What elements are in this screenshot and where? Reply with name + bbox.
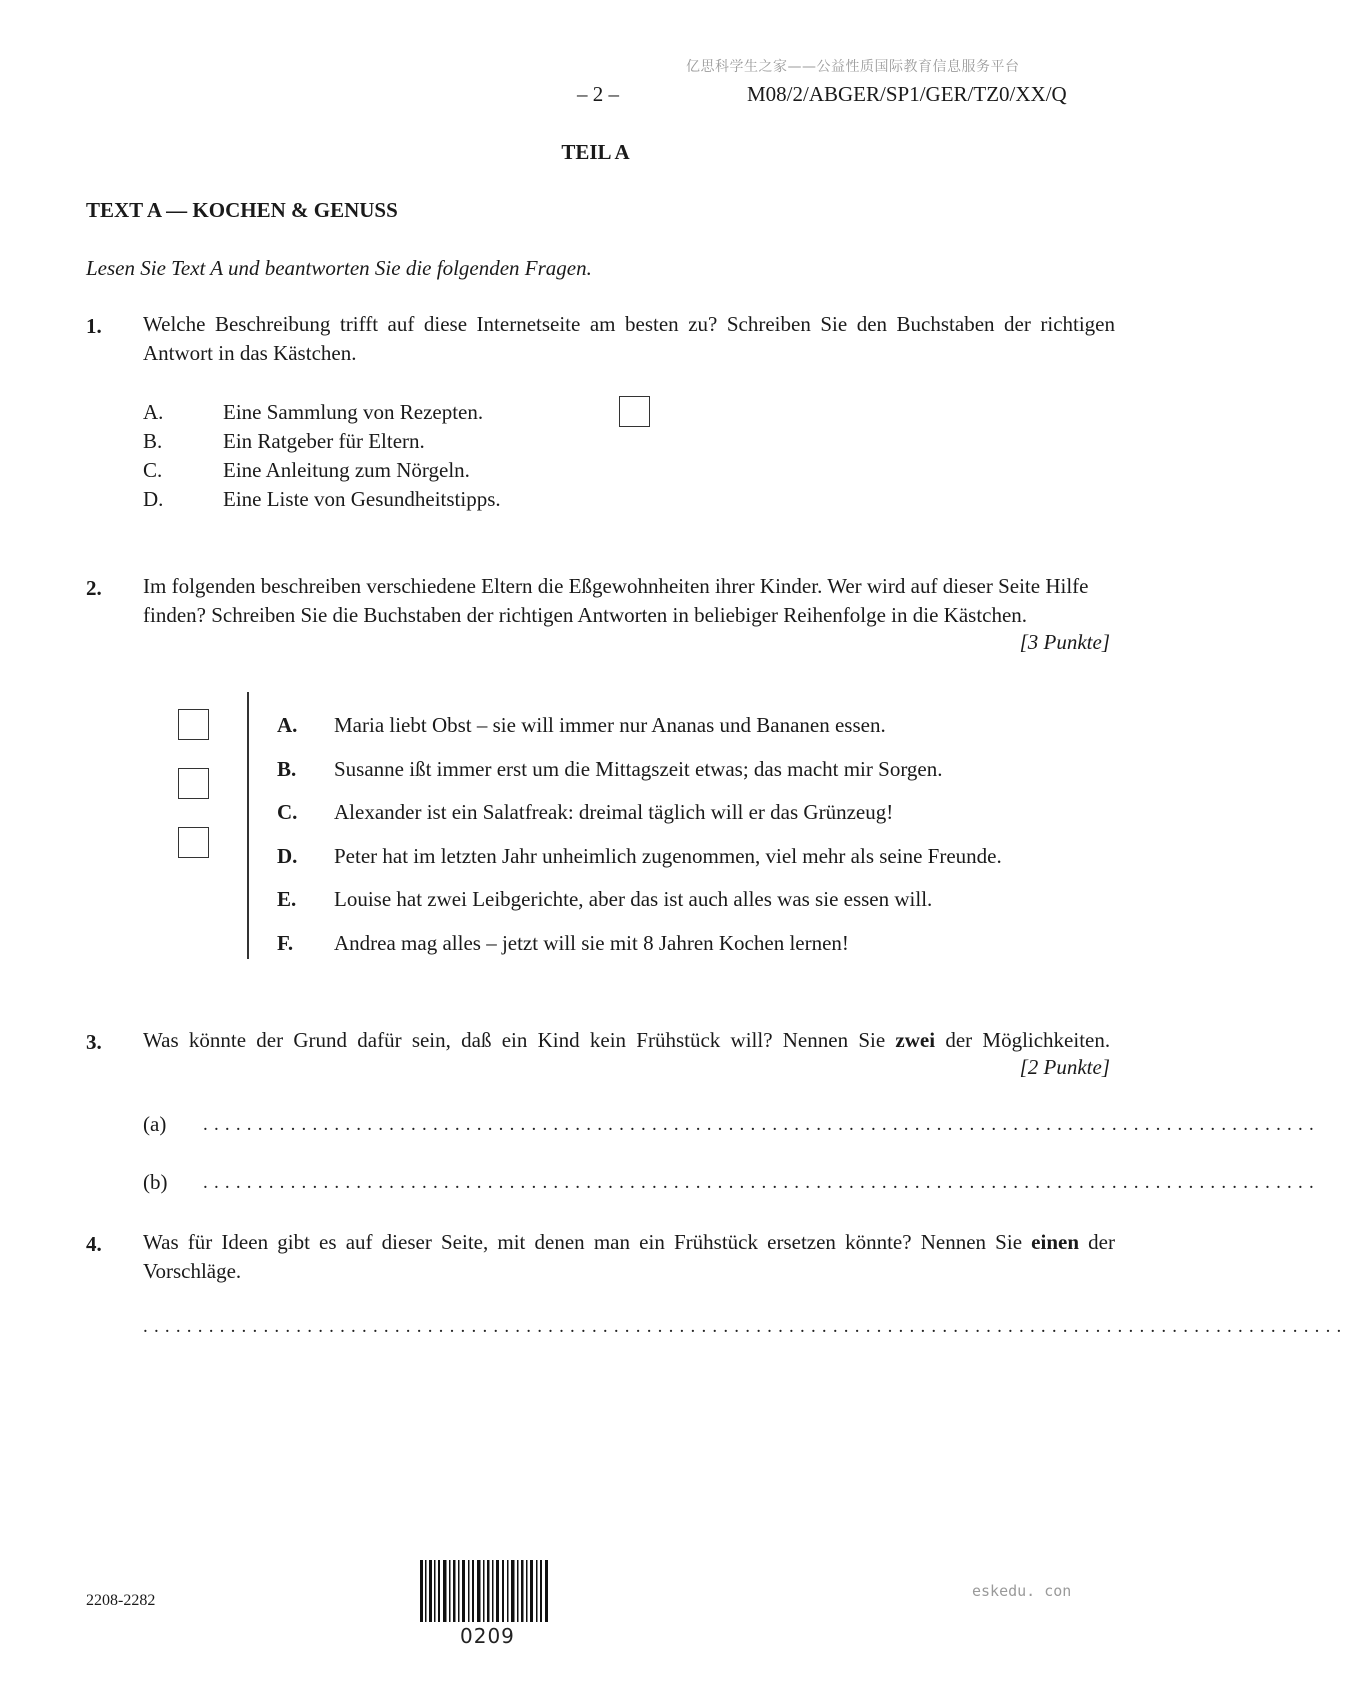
option-letter: A. — [277, 713, 298, 737]
option-letter: C. — [277, 800, 298, 824]
question-1-option-c — [143, 456, 501, 485]
question-3-points: [2 Punkte] — [1019, 1055, 1110, 1079]
question-4-text-end: der Vorschläge. — [143, 1230, 1115, 1283]
question-1-options — [143, 398, 501, 514]
divider-line — [247, 692, 249, 959]
question-2-option-a — [277, 704, 1002, 748]
question-2-text: Im folgenden beschreiben verschiedene Eltern die Eßgewohnheiten ihrer Kinder. Wer wird auf dieser Seite Hilfe finden? Schreiben Sie die Buchstaben der richtigen Antworten in beliebiger Reihenfolge in die Kästchen. — [143, 574, 1089, 627]
option-letter: B. — [143, 429, 163, 453]
question-2-option-b — [277, 748, 1002, 792]
question-2-points: [3 Punkte] — [1019, 630, 1110, 654]
question-2-option-f — [277, 922, 1002, 966]
section-title: TEIL A — [561, 140, 630, 164]
instruction: Lesen Sie Text A und beantworten Sie die folgenden Fragen. — [86, 256, 592, 280]
barcode-bars — [420, 1560, 548, 1622]
option-text: Louise hat zwei Leibgerichte, aber das ist auch alles was sie essen will. — [334, 887, 933, 911]
paper-id: 2208-2282 — [86, 1592, 156, 1609]
question-2-answer-box-1[interactable] — [178, 709, 209, 740]
question-3-text-end: der Möglichkeiten. — [935, 1028, 1111, 1052]
question-1-answer-box[interactable] — [619, 396, 650, 427]
question-1-text: Welche Beschreibung trifft auf diese Internetseite am besten zu? Schreiben Sie den Buchstaben der richtigen Antwort in das Kästchen. — [143, 312, 1115, 365]
option-text: Andrea mag alles – jetzt will sie mit 8 Jahren Kochen lernen! — [334, 930, 849, 955]
question-1-option-b — [143, 427, 501, 456]
question-2-number: 2. — [86, 576, 102, 600]
question-4-text-start: Was für Ideen gibt es auf dieser Seite, mit denen man ein Frühstück ersetzen könnte? Nennen Sie — [143, 1230, 1032, 1254]
answer-a-line[interactable]: ...................................................................................................... — [203, 1114, 1320, 1135]
answer-b-label: (b) — [143, 1170, 168, 1194]
page-number: – 2 – — [577, 82, 619, 106]
option-letter: E. — [277, 887, 297, 911]
option-text: Susanne ißt immer erst um die Mittagszeit etwas; das macht mir Sorgen. — [334, 756, 943, 781]
option-letter: C. — [143, 458, 163, 482]
question-3-text — [143, 1026, 1115, 1055]
question-2-option-d — [277, 835, 1002, 879]
answer-b-line[interactable]: ...................................................................................................... — [203, 1172, 1320, 1193]
question-2-options — [277, 704, 1002, 965]
watermark-text: 亿思科学生之家——公益性质国际教育信息服务平台 — [686, 59, 1020, 75]
exam-code: M08/2/ABGER/SP1/GER/TZ0/XX/Q — [747, 82, 1067, 106]
option-text: Eine Anleitung zum Nörgeln. — [223, 458, 470, 482]
option-text: Peter hat im letzten Jahr unheimlich zugenommen, viel mehr als seine Freunde. — [334, 843, 1002, 868]
site-watermark: eskedu. con — [972, 1582, 1072, 1600]
question-2-option-c — [277, 791, 1002, 835]
answer-4-line[interactable]: .............................................................................................................. — [143, 1316, 1348, 1337]
question-2-option-e — [277, 878, 1002, 922]
question-2-answer-box-3[interactable] — [178, 827, 209, 858]
option-text: Alexander ist ein Salatfreak: dreimal täglich will er das Grünzeug! — [334, 800, 894, 824]
question-1-option-a — [143, 398, 501, 427]
option-letter: B. — [277, 756, 297, 781]
option-text: Ein Ratgeber für Eltern. — [223, 429, 425, 453]
text-title: TEXT A — KOCHEN & GENUSS — [86, 198, 398, 222]
question-3-emphasis: zwei — [895, 1028, 936, 1052]
option-letter: F. — [277, 930, 294, 955]
option-letter: A. — [143, 400, 164, 424]
option-text: Eine Sammlung von Rezepten. — [223, 400, 484, 424]
question-1-option-d — [143, 485, 501, 514]
question-4-emphasis: einen — [1031, 1230, 1080, 1254]
option-letter: D. — [143, 487, 164, 511]
question-2-answer-box-2[interactable] — [178, 768, 209, 799]
barcode — [420, 1560, 550, 1622]
question-1-number: 1. — [86, 314, 102, 338]
question-3-number: 3. — [86, 1030, 102, 1054]
question-4-text — [143, 1228, 1115, 1286]
question-4-number: 4. — [86, 1232, 102, 1256]
option-text: Eine Liste von Gesundheitstipps. — [223, 487, 501, 511]
barcode-number: 0209 — [460, 1624, 515, 1648]
option-letter: D. — [277, 843, 298, 868]
question-3-text-start: Was könnte der Grund dafür sein, daß ein Kind kein Frühstück will? Nennen Sie — [143, 1028, 896, 1052]
option-text: Maria liebt Obst – sie will immer nur Ananas und Bananen essen. — [334, 713, 886, 737]
answer-a-label: (a) — [143, 1112, 167, 1136]
